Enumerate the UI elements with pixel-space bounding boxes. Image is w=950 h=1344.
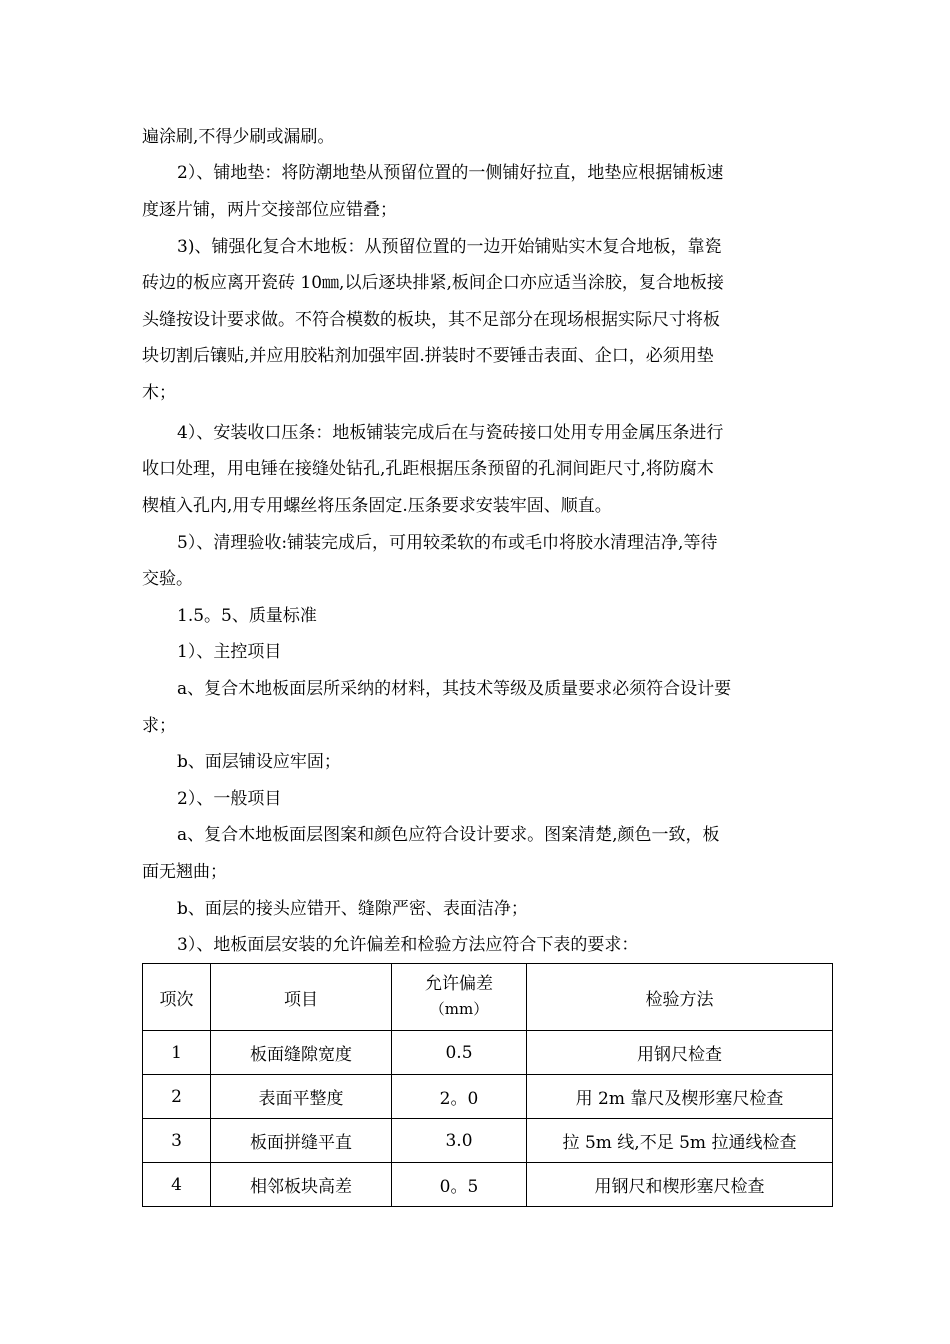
- cell-index: 1: [143, 1031, 211, 1075]
- cell-tolerance: 0.5: [392, 1031, 527, 1075]
- header-item: 项目: [211, 964, 392, 1031]
- cell-index: 4: [143, 1163, 211, 1207]
- cell-method: 用钢尺检查: [527, 1031, 833, 1075]
- paragraph-line: a、复合木地板面层图案和颜色应符合设计要求。图案清楚,颜色一致，板: [177, 825, 720, 845]
- cell-tolerance: 2。0: [392, 1075, 527, 1119]
- table-row: [143, 1119, 833, 1163]
- table-row: [143, 1163, 833, 1207]
- cell-item: 表面平整度: [211, 1075, 392, 1119]
- paragraph-line: 木；: [142, 383, 176, 403]
- paragraph-line: 头缝按设计要求做。不符合模数的板块，其不足部分在现场根据实际尺寸将板: [142, 310, 720, 330]
- subsection-heading: 1）、主控项目: [177, 642, 282, 662]
- cell-index: 3: [143, 1119, 211, 1163]
- tolerance-table: [142, 963, 833, 1207]
- cell-item: 相邻板块高差: [211, 1163, 392, 1207]
- table-header-row: [143, 964, 833, 1031]
- cell-item: 板面缝隙宽度: [211, 1031, 392, 1075]
- paragraph-line: 2）、铺地垫：将防潮地垫从预留位置的一侧铺好拉直，地垫应根据铺板速: [177, 163, 724, 183]
- paragraph-line: b、面层的接头应错开、缝隙严密、表面洁净；: [177, 899, 528, 919]
- paragraph-line: 楔植入孔内,用专用螺丝将压条固定.压条要求安装牢固、顺直。: [142, 496, 612, 516]
- paragraph-line: 5）、清理验收:铺装完成后，可用较柔软的布或毛巾将胶水清理洁净,等待: [177, 533, 718, 553]
- cell-method: 用 2m 靠尺及楔形塞尺检查: [527, 1075, 833, 1119]
- paragraph-line: 块切割后镶贴,并应用胶粘剂加强牢固.拼装时不要锤击表面、企口，必须用垫: [142, 346, 714, 366]
- table-row: [143, 1031, 833, 1075]
- cell-item: 板面拼缝平直: [211, 1119, 392, 1163]
- paragraph-line: 面无翘曲；: [142, 862, 227, 882]
- cell-index: 2: [143, 1075, 211, 1119]
- header-index: 项次: [143, 964, 211, 1031]
- section-heading: 1.5。5、质量标准: [177, 606, 317, 626]
- header-tolerance-unit: （mm）: [429, 1000, 489, 1018]
- paragraph-line: 3)、铺强化复合木地板：从预留位置的一边开始铺贴实木复合地板，靠瓷: [177, 237, 722, 257]
- paragraph-line: a、复合木地板面层所采纳的材料，其技术等级及质量要求必须符合设计要: [177, 679, 732, 699]
- paragraph-line: 遍涂刷,不得少刷或漏刷。: [142, 127, 335, 147]
- paragraph-line: 收口处理，用电锤在接缝处钻孔,孔距根据压条预留的孔洞间距尺寸,将防腐木: [142, 459, 714, 479]
- header-method: 检验方法: [527, 964, 833, 1031]
- cell-method: 用钢尺和楔形塞尺检查: [527, 1163, 833, 1207]
- paragraph-line: b、面层铺设应牢固；: [177, 752, 341, 772]
- cell-tolerance: 3.0: [392, 1119, 527, 1163]
- cell-tolerance: 0。5: [392, 1163, 527, 1207]
- paragraph-line: 求；: [142, 716, 176, 736]
- subsection-heading: 2）、一般项目: [177, 789, 282, 809]
- paragraph-line: 交验。: [142, 569, 193, 589]
- header-tolerance-label: 允许偏差: [425, 974, 493, 994]
- paragraph-line: 度逐片铺，两片交接部位应错叠；: [142, 200, 397, 220]
- cell-method: 拉 5m 线,不足 5m 拉通线检查: [527, 1119, 833, 1163]
- paragraph-line: 3）、地板面层安装的允许偏差和检验方法应符合下表的要求：: [177, 935, 639, 955]
- header-tolerance: [392, 964, 527, 1031]
- table-row: [143, 1075, 833, 1119]
- paragraph-line: 砖边的板应离开瓷砖 10㎜,以后逐块排紧,板间企口亦应适当涂胶，复合地板接: [142, 273, 724, 293]
- paragraph-line: 4）、安装收口压条：地板铺装完成后在与瓷砖接口处用专用金属压条进行: [177, 423, 724, 443]
